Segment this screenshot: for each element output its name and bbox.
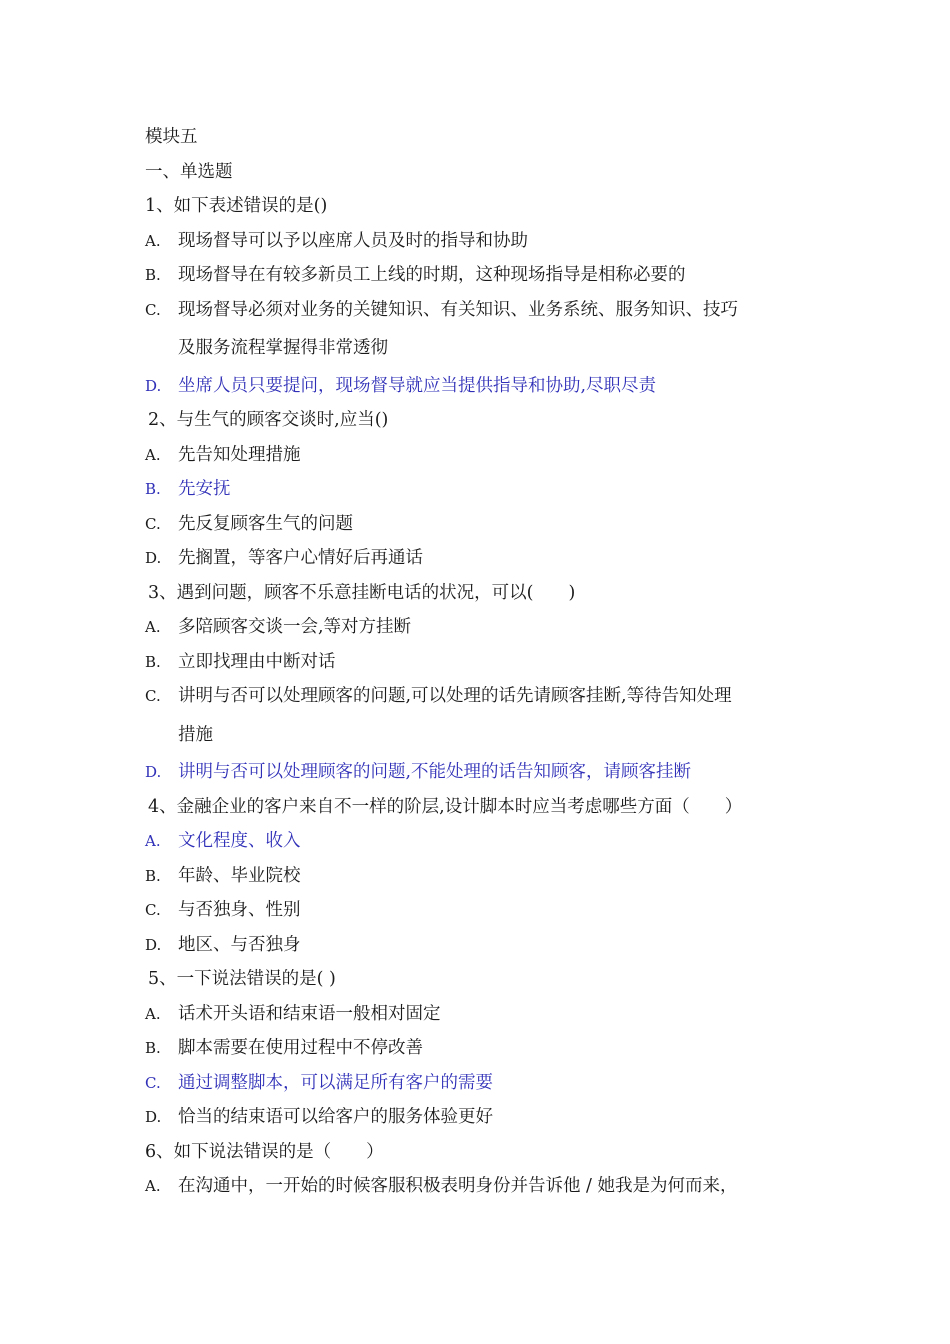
section-title: 一、单选题 [145, 161, 233, 182]
option-letter: B. [145, 480, 161, 498]
option-text: 先安抚 [178, 479, 231, 499]
option-text: 文化程度、收入 [178, 831, 301, 851]
answer-option [145, 679, 825, 714]
option-text: 先搁置，等客户心情好后再通话 [178, 548, 423, 568]
option-text: 多陪顾客交谈一会,等对方挂断 [178, 617, 412, 637]
option-letter: B. [145, 652, 161, 671]
answer-option [145, 1100, 825, 1135]
option-letter: C. [145, 1073, 161, 1092]
document-content [145, 120, 825, 1204]
option-text: 地区、与否独身 [178, 934, 301, 955]
option-letter: A. [145, 1177, 161, 1195]
answer-option [145, 293, 825, 328]
option-letter: D. [145, 376, 162, 395]
answer-option [145, 258, 825, 293]
option-text: 恰当的结束语可以给客户的服务体验更好 [178, 1107, 493, 1127]
answer-option [145, 859, 825, 894]
option-text: 讲明与否可以处理顾客的问题,不能处理的话告知顾客，请顾客挂断 [178, 762, 692, 782]
answer-option [145, 928, 825, 963]
answer-option [145, 645, 825, 680]
option-letter: C. [145, 300, 161, 319]
option-letter: D. [145, 549, 162, 567]
option-letter: C. [145, 901, 161, 919]
option-text: 立即找理由中断对话 [178, 651, 336, 672]
answer-option [145, 610, 825, 645]
option-letter: B. [145, 866, 161, 885]
option-letter: C. [145, 514, 161, 533]
answer-option-correct [145, 1066, 825, 1101]
question-stem: 2、与生气的顾客交谈时,应当() [148, 410, 389, 430]
option-text: 先告知处理措施 [178, 444, 301, 465]
option-letter: A. [145, 618, 161, 636]
option-letter: B. [145, 1039, 161, 1057]
answer-option [145, 224, 825, 259]
answer-option [145, 997, 825, 1032]
question-stem: 4、金融企业的客户来自不一样的阶层,设计脚本时应当考虑哪些方面（ ） [148, 796, 743, 817]
option-text: 通过调整脚本，可以满足所有客户的需要 [178, 1072, 493, 1093]
option-text: 在沟通中，一开始的时候客服积极表明身份并告诉他 / 她我是为何而来， [178, 1176, 738, 1196]
option-text: 话术开头语和结束语一般相对固定 [178, 1003, 441, 1024]
answer-option-correct [145, 369, 825, 404]
option-letter: B. [145, 266, 161, 284]
option-text-continuation: 措施 [178, 724, 213, 745]
option-letter: D. [145, 935, 162, 954]
answer-option-correct [145, 472, 825, 507]
answer-option [145, 893, 825, 928]
option-text: 现场督导可以予以座席人员及时的指导和协助 [178, 230, 528, 251]
option-letter: A. [145, 1004, 161, 1023]
option-text: 年龄、毕业院校 [178, 865, 301, 886]
question-stem: 3、遇到问题，顾客不乐意挂断电话的状况，可以( ) [148, 582, 576, 603]
question-stem: 5、一下说法错误的是( ) [148, 969, 336, 989]
option-text: 先反复顾客生气的问题 [178, 513, 353, 534]
option-letter: D. [145, 763, 162, 781]
question-stem: 6、如下说法错误的是（ ） [145, 1141, 384, 1162]
option-text: 与否独身、性别 [178, 900, 301, 920]
answer-option [145, 1169, 825, 1204]
answer-option [145, 438, 825, 473]
option-text: 现场督导必须对业务的关键知识、有关知识、业务系统、服务知识、技巧 [178, 299, 738, 320]
answer-option [145, 541, 825, 576]
answer-option-correct [145, 824, 825, 859]
option-letter: A. [145, 231, 161, 250]
question-stem: 1、如下表述错误的是() [145, 196, 328, 216]
option-text: 现场督导在有较多新员工上线的时期，这种现场指导是相称必要的 [178, 265, 686, 285]
answer-option [145, 1031, 825, 1066]
option-letter: A. [145, 832, 161, 850]
module-title: 模块五 [145, 127, 198, 147]
option-letter: D. [145, 1108, 162, 1126]
question-list [145, 189, 825, 1204]
option-text: 讲明与否可以处理顾客的问题,可以处理的话先请顾客挂断,等待告知处理 [178, 686, 732, 706]
answer-option [145, 507, 825, 542]
option-letter: C. [145, 687, 161, 705]
option-text: 坐席人员只要提问，现场督导就应当提供指导和协助,尽职尽责 [178, 375, 657, 396]
answer-option-correct [145, 755, 825, 790]
option-text-continuation: 及服务流程掌握得非常透彻 [178, 338, 388, 358]
option-letter: A. [145, 445, 161, 464]
option-text: 脚本需要在使用过程中不停改善 [178, 1038, 423, 1058]
